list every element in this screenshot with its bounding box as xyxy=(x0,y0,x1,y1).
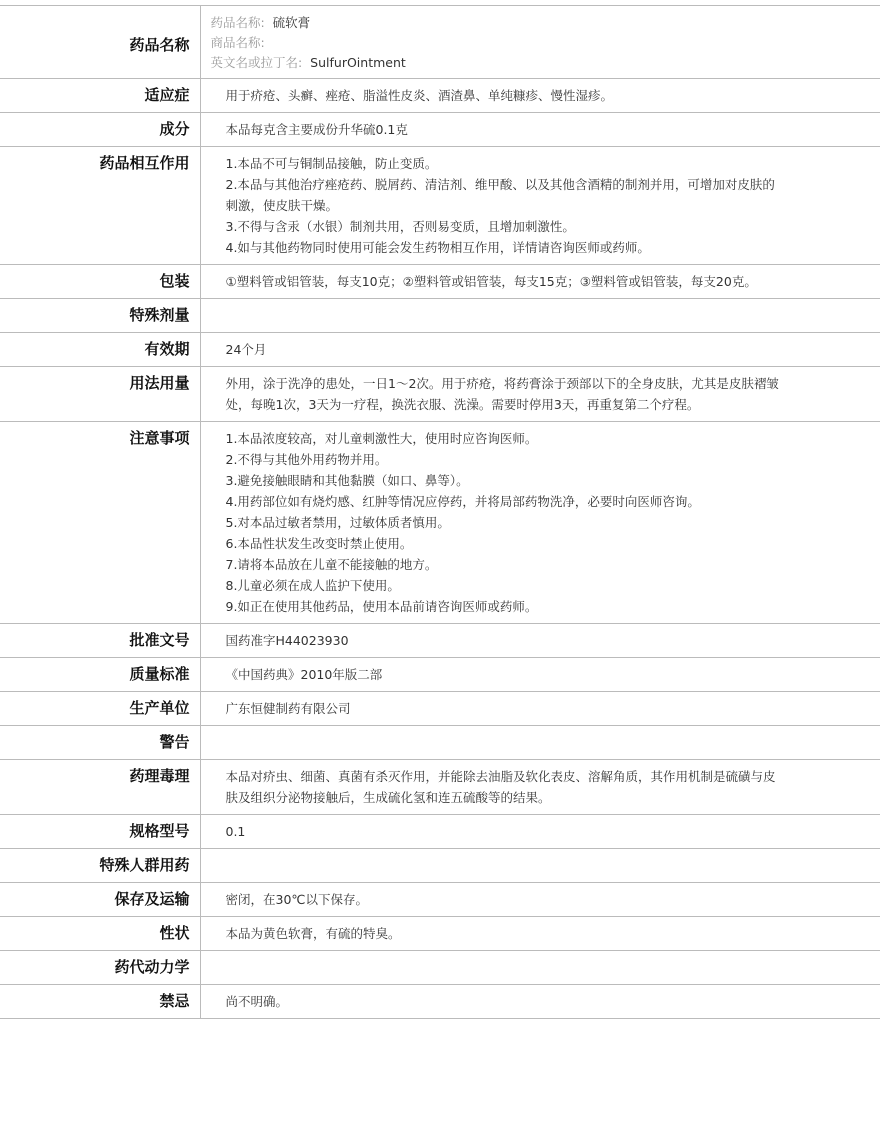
row-label: 禁忌 xyxy=(0,985,200,1019)
row-label: 适应症 xyxy=(0,79,200,113)
row-value-line: 9.如正在使用其他药品，使用本品前请咨询医师或药师。 xyxy=(225,599,538,614)
row-value xyxy=(200,815,880,849)
row-value-line: 外用，涂于洗净的患处，一日1～2次。用于疥疮，将药膏涂于颈部以下的全身皮肤，尤其是皮肤褶皱处，每晚1次，3天为一疗程，换洗衣服、洗澡。需要时停用3天，再重复第二个疗程。 xyxy=(225,376,779,412)
info-row xyxy=(0,299,880,333)
row-value xyxy=(200,113,880,147)
row-value xyxy=(200,333,880,367)
row-value xyxy=(200,624,880,658)
row-value xyxy=(200,367,880,422)
row-value-line: 2.本品与其他治疗痤疮药、脱屑药、清洁剂、维甲酸、以及其他含酒精的制剂并用，可增加对皮肤的刺激，使皮肤干燥。 xyxy=(225,177,775,213)
row-label: 生产单位 xyxy=(0,692,200,726)
row-value xyxy=(200,147,880,265)
row-value-line: 3.不得与含汞（水银）制剂共用，否则易变质，且增加刺激性。 xyxy=(225,219,575,234)
drug-name-block xyxy=(200,6,880,79)
info-row xyxy=(0,849,880,883)
english-name-prefix: 英文名或拉丁名: xyxy=(210,55,303,70)
english-name-value: SulfurOintment xyxy=(310,55,406,70)
row-value xyxy=(200,760,880,815)
row-label: 特殊人群用药 xyxy=(0,849,200,883)
info-row xyxy=(0,883,880,917)
trade-name-line xyxy=(211,33,861,53)
generic-name-value: 硫软膏 xyxy=(272,15,311,30)
row-label: 包装 xyxy=(0,265,200,299)
row-label: 用法用量 xyxy=(0,367,200,422)
info-row xyxy=(0,79,880,113)
info-row xyxy=(0,760,880,815)
row-value-line: 3.避免接触眼睛和其他黏膜（如口、鼻等）。 xyxy=(225,473,469,488)
row-label: 注意事项 xyxy=(0,422,200,624)
row-value xyxy=(200,422,880,624)
row-value-line: ①塑料管或铝管装，每支10克；②塑料管或铝管装，每支15克；③塑料管或铝管装，每支20克。 xyxy=(225,274,757,289)
row-value-line: 4.如与其他药物同时使用可能会发生药物相互作用，详情请咨询医师或药师。 xyxy=(225,240,650,255)
row-value-line: 用于疥疮、头癣、痤疮、脂溢性皮炎、酒渣鼻、单纯糠疹、慢性湿疹。 xyxy=(225,88,614,103)
row-value-line: 1.本品不可与铜制品接触，防止变质。 xyxy=(225,156,438,171)
row-label: 警告 xyxy=(0,726,200,760)
row-value xyxy=(200,692,880,726)
row-value-line: 7.请将本品放在儿童不能接触的地方。 xyxy=(225,557,438,572)
trade-name-prefix: 商品名称: xyxy=(210,35,265,50)
info-row xyxy=(0,265,880,299)
info-row xyxy=(0,333,880,367)
english-name-line xyxy=(211,53,861,73)
info-row xyxy=(0,147,880,265)
row-label: 药品名称 xyxy=(0,6,200,79)
row-drug-name xyxy=(0,6,880,79)
info-row xyxy=(0,692,880,726)
row-label: 批准文号 xyxy=(0,624,200,658)
info-row xyxy=(0,624,880,658)
row-label: 成分 xyxy=(0,113,200,147)
info-row xyxy=(0,815,880,849)
row-label: 特殊剂量 xyxy=(0,299,200,333)
row-value xyxy=(200,658,880,692)
row-label: 质量标准 xyxy=(0,658,200,692)
row-value-line: 5.对本品过敏者禁用，过敏体质者慎用。 xyxy=(225,515,450,530)
info-row xyxy=(0,658,880,692)
row-label: 有效期 xyxy=(0,333,200,367)
row-label: 药代动力学 xyxy=(0,951,200,985)
row-value xyxy=(200,951,880,985)
row-value-line: 6.本品性状发生改变时禁止使用。 xyxy=(225,536,413,551)
row-value-line: 本品对疥虫、细菌、真菌有杀灭作用，并能除去油脂及软化表皮、溶解角质，其作用机制是硫磺与皮肤及组织分泌物接触后，生成硫化氢和连五硫酸等的结果。 xyxy=(225,769,776,805)
row-label: 药理毒理 xyxy=(0,760,200,815)
drug-info-table-body xyxy=(0,6,880,1019)
info-row xyxy=(0,951,880,985)
row-value xyxy=(200,849,880,883)
row-value xyxy=(200,79,880,113)
info-row xyxy=(0,113,880,147)
row-value xyxy=(200,265,880,299)
row-label: 性状 xyxy=(0,917,200,951)
row-label: 保存及运输 xyxy=(0,883,200,917)
row-value-line: 国药准字H44023930 xyxy=(225,633,349,648)
row-value xyxy=(200,883,880,917)
row-value xyxy=(200,299,880,333)
row-label: 药品相互作用 xyxy=(0,147,200,265)
row-value xyxy=(200,917,880,951)
row-value-line: 密闭，在30℃以下保存。 xyxy=(225,892,368,907)
info-row xyxy=(0,726,880,760)
row-value-line: 本品每克含主要成份升华硫0.1克 xyxy=(225,122,408,137)
row-value-line: 4.用药部位如有烧灼感、红肿等情况应停药，并将局部药物洗净，必要时向医师咨询。 xyxy=(225,494,700,509)
row-value-line: 0.1 xyxy=(225,824,246,839)
row-value-line: 《中国药典》2010年版二部 xyxy=(225,667,383,682)
row-value-line: 8.儿童必须在成人监护下使用。 xyxy=(225,578,400,593)
info-row xyxy=(0,985,880,1019)
generic-name-line xyxy=(211,13,861,33)
generic-name-prefix: 药品名称: xyxy=(210,15,265,30)
row-value-line: 本品为黄色软膏，有硫的特臭。 xyxy=(225,926,401,941)
row-value-line: 24个月 xyxy=(225,342,267,357)
row-value-line: 尚不明确。 xyxy=(225,994,289,1009)
drug-info-table xyxy=(0,5,880,1019)
row-value-line: 1.本品浓度较高，对儿童刺激性大，使用时应咨询医师。 xyxy=(225,431,538,446)
info-row xyxy=(0,367,880,422)
info-row xyxy=(0,917,880,951)
row-label: 规格型号 xyxy=(0,815,200,849)
row-value xyxy=(200,726,880,760)
info-row xyxy=(0,422,880,624)
row-value-line: 2.不得与其他外用药物并用。 xyxy=(225,452,388,467)
row-value xyxy=(200,985,880,1019)
row-value-line: 广东恒健制药有限公司 xyxy=(225,701,351,716)
